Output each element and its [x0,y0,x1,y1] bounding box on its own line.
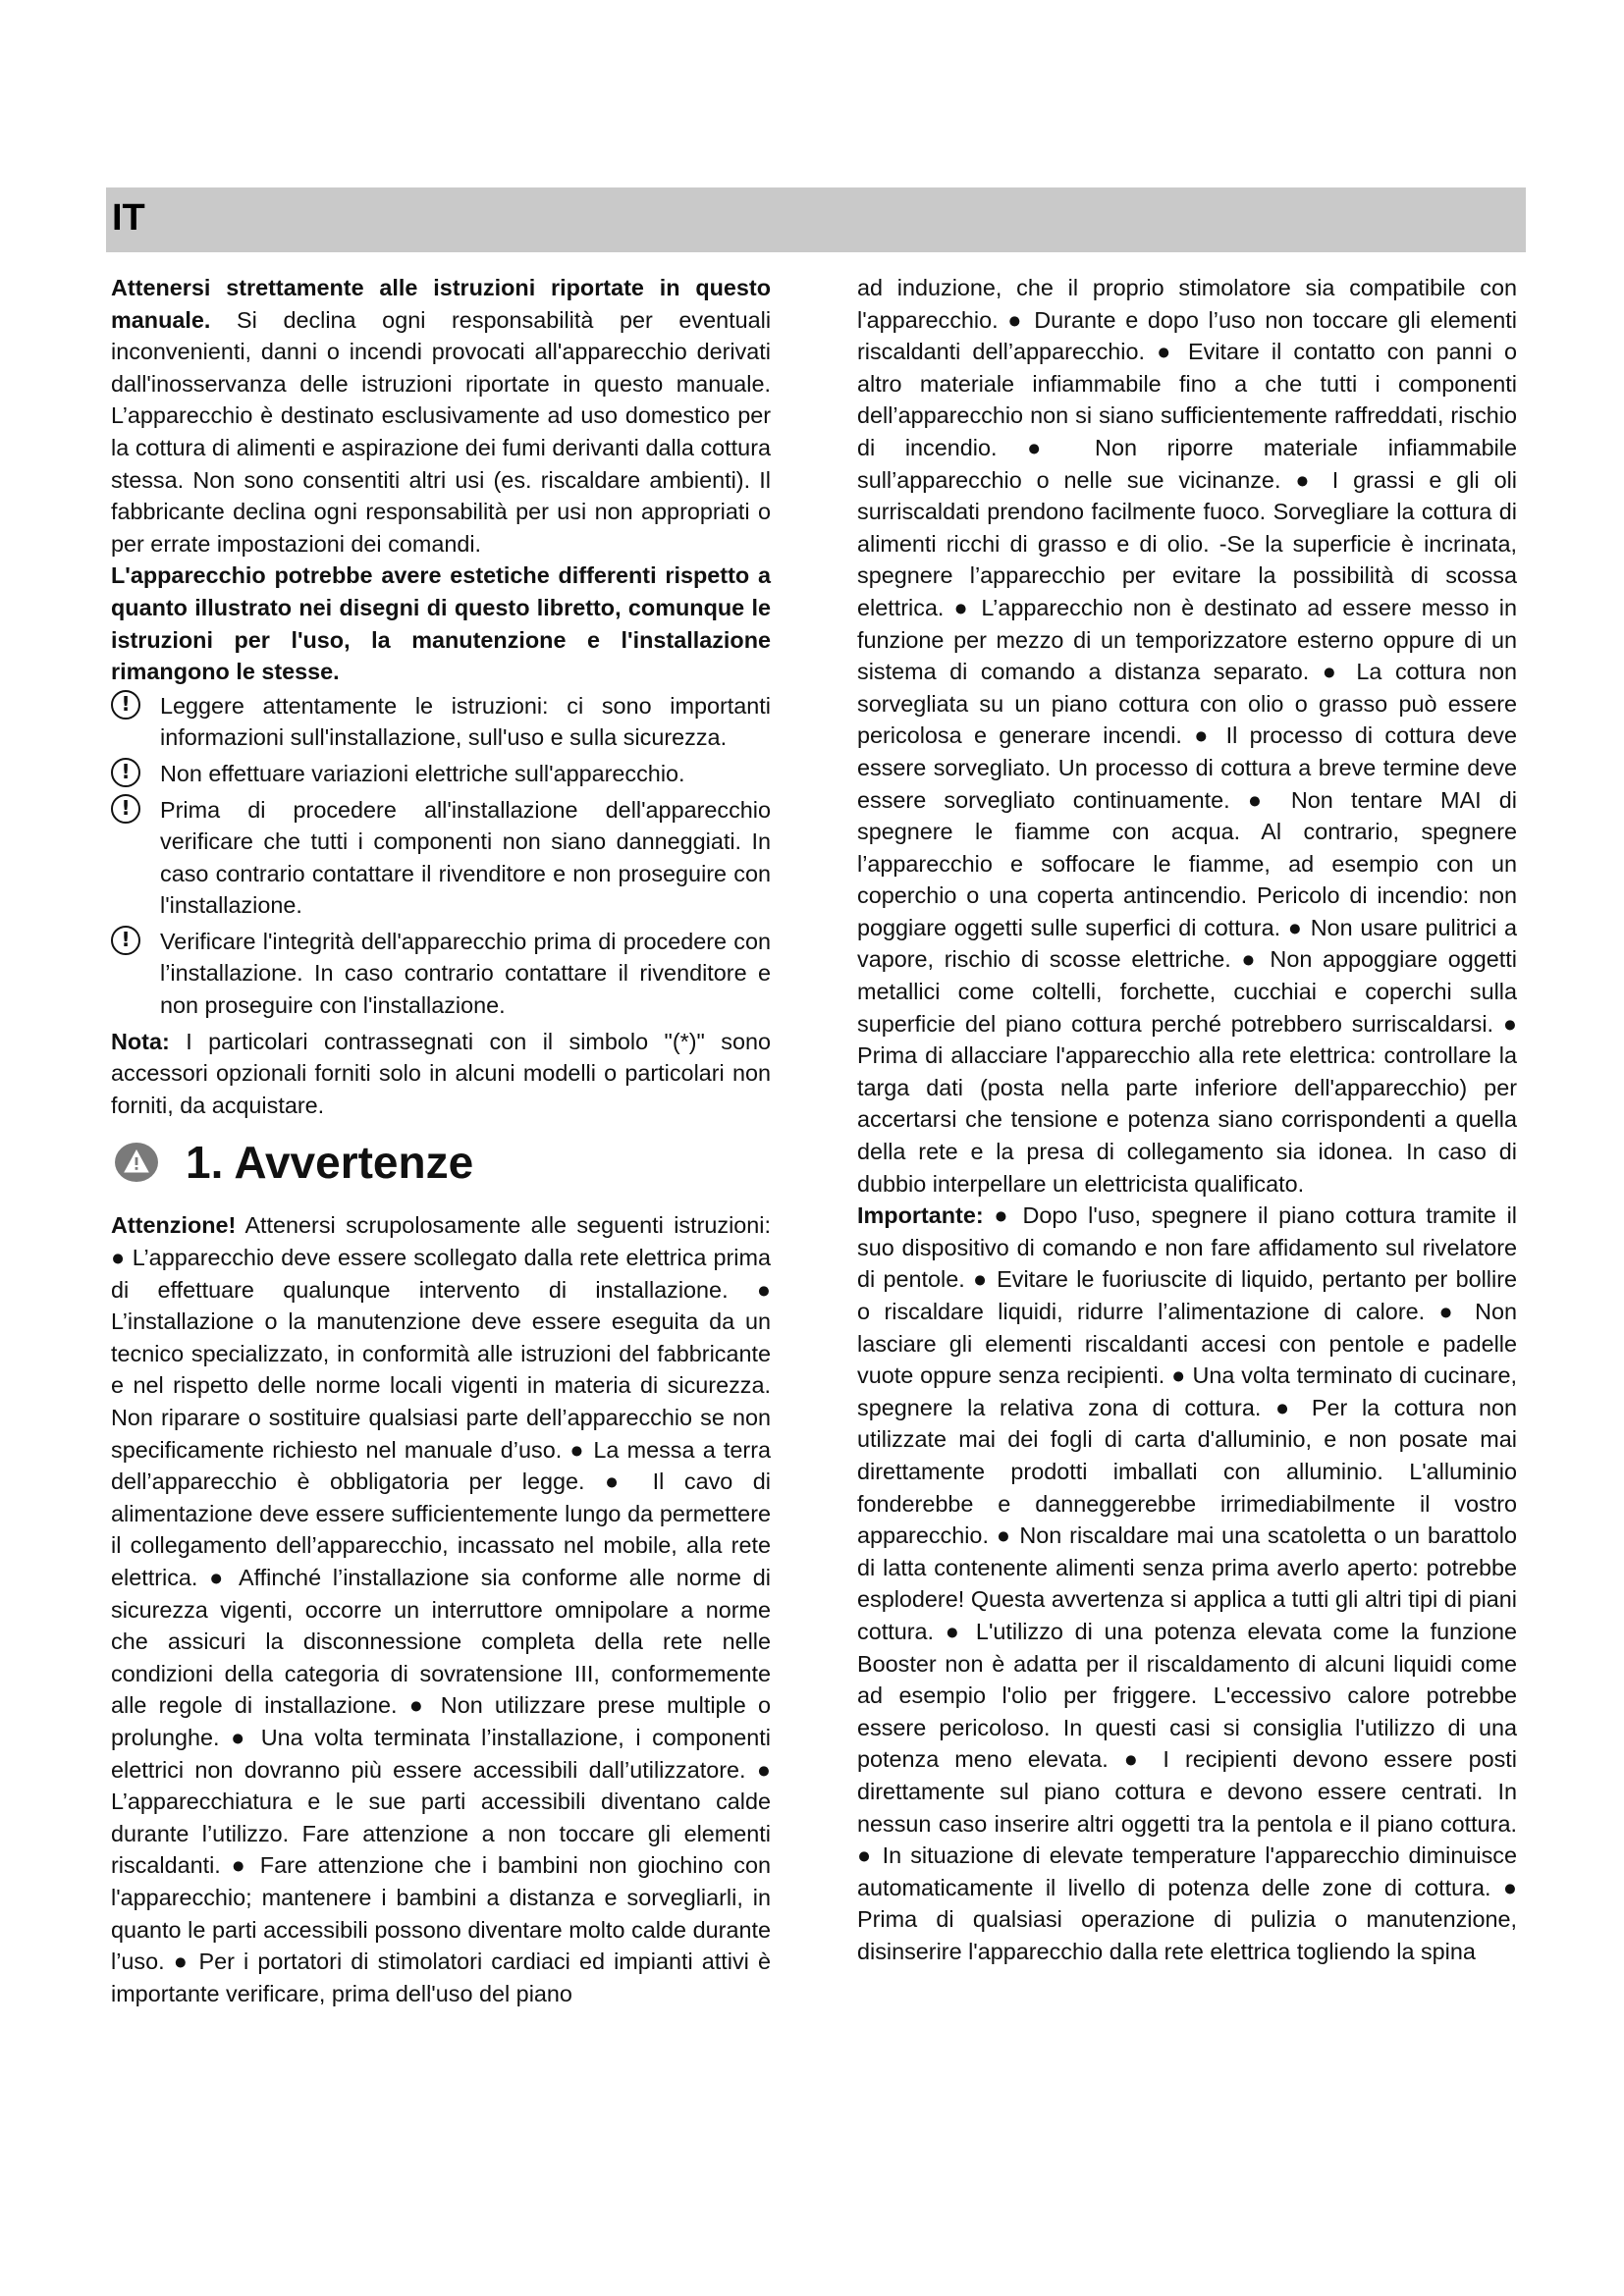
important-paragraph [857,1200,1517,1967]
intro-paragraph [111,272,771,560]
attention-text: Attenersi scrupolosamente alle seguenti istruzioni: ● L’apparecchio deve essere scollegato dalla rete elettrica prima di effettuare qualunque intervento di installazione. ● L’installazione o la manutenzione deve essere eseguita da un tecnico specializzato, in conformità alle istruzioni del fabbricante e nel rispetto delle norme locali vigenti in materia di sicurezza. Non riparare o sostituire qualsiasi parte dell’apparecchio se non specificamente richiesto nel manuale d’uso. ● La messa a terra dell’apparecchio è obbligatoria per legge. ● Il cavo di alimentazione deve essere sufficientemente lungo da permettere il collegamento dell’apparecchio, incassato nel mobile, alla rete elettrica. ● Affinché l’installazione sia conforme alle norme di sicurezza vigenti, occorre un interruttore omnipolare a norme che assicuri la disconnessione completa della rete nelle condizioni della categoria di sovratensione III, conformemente alle regole di installazione. ● Non utilizzare prese multiple o prolunghe. ● Una volta terminata l’installazione, i componenti elettrici non dovranno più essere accessibili dall’utilizzatore. ● L’apparecchiatura e le sue parti accessibili diventano calde durante l’utilizzo. Fare attenzione a non toccare gli elementi riscaldanti. ● Fare attenzione che i bambini non giochino con l'apparecchio; mantenere i bambini a distanza e sorvegliarli, in quanto le parti accessibili possono diventare molto calde durante l’uso. ● Per i portatori di stimolatori cardiaci ed impianti attivi è importante verificare, prima dell'uso del piano [111,1212,771,2006]
note-item [111,926,771,1022]
exclamation-circle-icon: ! [111,690,140,720]
note-text: Verificare l'integrità dell'apparecchio prima di procedere con l’installazione. In caso contrario contattare il rivenditore e non proseguire con l'installazione. [160,928,771,1019]
attention-label: Attenzione! [111,1212,237,1239]
exclamation-circle-icon: ! [111,758,140,787]
note-item [111,758,771,790]
note-text: Non effettuare variazioni elettriche sull'apparecchio. [160,760,685,786]
section-heading [111,1135,771,1205]
note-text: Prima di procedere all'installazione dell'apparecchio verificare che tutti i componenti non siano danneggiati. In caso contrario contattare il rivenditore e non proseguire con l'installazione. [160,796,771,919]
language-code: IT [112,197,145,239]
disclaimer: L'apparecchio potrebbe avere estetiche differenti rispetto a quanto illustrato nei disegni di questo libretto, comunque le istruzioni per l'uso, la manutenzione e l'installazione rimangono le stesse. [111,562,771,685]
important-label: Importante: [857,1202,984,1229]
nota-label: Nota: [111,1028,170,1054]
right-paragraph: ad induzione, che il proprio stimolatore sia compatibile con l'apparecchio. ● Durante e dopo l’uso non toccare gli elementi riscaldanti dell’apparecchio. ● Evitare il contatto con panni o altro materiale infiammabile fino a che tutti i componenti dell’apparecchio non si siano sufficientemente raffreddati, rischio di incendio. ● Non riporre materiale infiammabile sull’apparecchio o nelle sue vicinanze. ● I grassi e gli oli surriscaldati prendono facilmente fuoco. Sorvegliare la cottura di alimenti ricchi di grasso e di olio. -Se la superficie è incrinata, spegnere l’apparecchio per evitare la possibilità di scossa elettrica. ● L’apparecchio non è destinato ad essere messo in funzione per mezzo di un temporizzatore esterno oppure di un sistema di comando a distanza separato. ● La cottura non sorvegliata su un piano cottura con olio o grasso può essere pericolosa e generare incendi. ● Il processo di cottura deve essere sorvegliato. Un processo di cottura a breve termine deve essere sorvegliato continuamente. ● Non tentare MAI di spegnere le fiamme con acqua. Al contrario, spegnere l’apparecchio e soffocare le fiamme, ad esempio con un coperchio o una coperta antincendio. Pericolo di incendio: non poggiare oggetti sulle superfici di cottura. ● Non usare pulitrici a vapore, rischio di scosse elettriche. ● Non appoggiare oggetti metallici come coltelli, forchette, cucchiai e coperchi sulla superficie del piano cottura perché potrebbero surriscaldarsi. ● Prima di allacciare l'apparecchio alla rete elettrica: controllare la targa dati (posta nella parte inferiore dell'apparecchio) per accertarsi che tensione e potenza siano corrispondenti a quella della rete e la presa di collegamento sia idonea. In caso di dubbio interpellare un elettricista qualificato. [857,275,1517,1197]
exclamation-circle-icon: ! [111,794,140,824]
language-header-bar [106,187,1526,252]
nota-paragraph [111,1026,771,1122]
important-text: ● Dopo l'uso, spegnere il piano cottura tramite il suo dispositivo di comando e non fare affidamento sul rivelatore di pentole. ● Evitare le fuoriuscite di liquido, pertanto per bollire o riscaldare liquidi, ridurre l’alimentazione di calore. ● Non lasciare gli elementi riscaldanti accesi con pentole e padelle vuote oppure senza recipienti. ● Una volta terminato di cucinare, spegnere la relativa zona di cottura. ● Per la cottura non utilizzate mai dei fogli di carta d'alluminio, e non posate mai direttamente prodotti imballati con alluminio. L'alluminio fonderebbe e danneggerebbe irrimediabilmente il vostro apparecchio. ● Non riscaldare mai una scatoletta o un barattolo di latta contenente alimenti senza prima averlo aperto: potrebbe esplodere! Questa avvertenza si applica a tutti gli altri tipi di piani cottura. ● L'utilizzo di una potenza elevata come la funzione Booster non è adatta per il riscaldamento di alcuni liquidi come ad esempio l'olio per friggere. L'eccessivo calore potrebbe essere pericoloso. In questi casi si consiglia l'utilizzo di una potenza meno elevata. ● I recipienti devono essere posti direttamente sul piano cottura e devono essere centrati. In nessun caso inserire altri oggetti tra la pentola e il piano cottura. ● In situazione di elevate temperature l'apparecchio diminuisce automaticamente il livello di potenza delle zone di cottura. ● Prima di qualsiasi operazione di pulizia o manutenzione, disinserire l'apparecchio dalla rete elettrica togliendo la spina [857,1202,1518,1964]
attention-paragraph [111,1209,771,2009]
note-item [111,690,771,754]
intro-text: Si declina ogni responsabilità per eventuali inconvenienti, danni o incendi provocati all'apparecchio derivati dall'inosservanza delle istruzioni riportate in questo manuale. L’apparecchio è destinato esclusivamente ad uso domestico per la cottura di alimenti e aspirazione dei fumi derivanti dalla cottura stessa. Non sono consentiti altri usi (es. riscaldare ambienti). Il fabbricante declina ogni responsabilità per usi non appropriati o per errate impostazioni dei comandi. [111,306,772,557]
note-text: Leggere attentamente le istruzioni: ci sono importanti informazioni sull'installazione, sull'uso e sulla sicurezza. [160,692,771,751]
nota-text: I particolari contrassegnati con il simbolo "(*)" sono accessori opzionali forniti solo in alcuni modelli o particolari non forniti, da acquistare. [111,1028,771,1118]
note-list [111,690,771,1022]
exclamation-circle-icon: ! [111,926,140,955]
left-column [111,272,771,2009]
right-column [857,272,1517,1967]
note-item [111,794,771,922]
intro-bold: Attenersi strettamente alle istruzioni riportate in questo manuale. [111,275,771,333]
section-title: 1. Avvertenze [186,1137,474,1189]
warning-triangle-icon [115,1143,158,1182]
